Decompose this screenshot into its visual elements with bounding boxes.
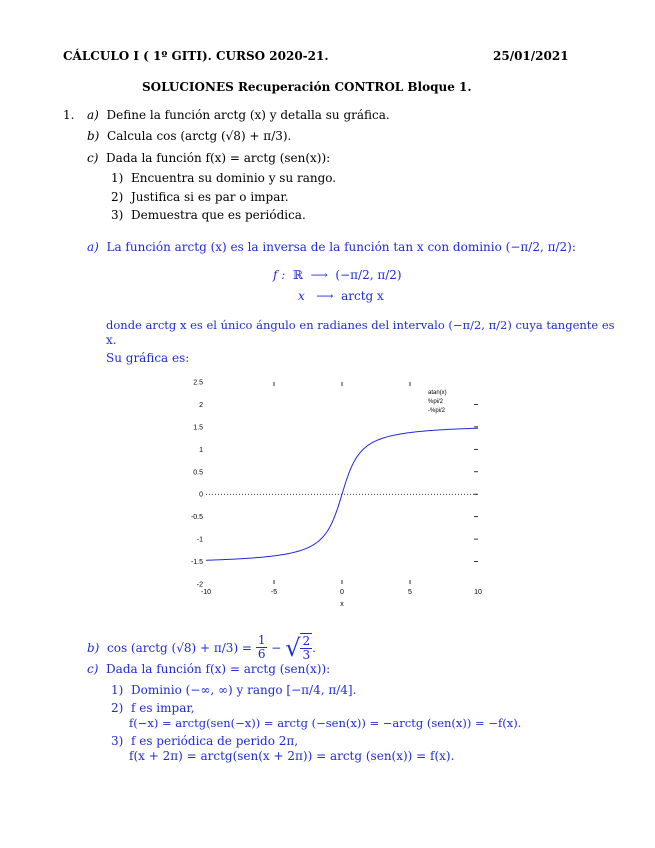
- y-tick-label: 1.5: [193, 424, 203, 432]
- solution-c1: 1) Dominio (−∞, ∞) y rango [−π/4, π/4].: [111, 683, 357, 697]
- problem-number: 1.: [63, 108, 75, 122]
- solution-a-intro: a) La función arctg (x) es la inversa de la función tan x con dominio (−π/2, π/2):: [87, 240, 576, 254]
- y-tick-label: 2: [199, 401, 203, 409]
- solution-a-description: donde arctg x es el único ángulo en radianes del intervalo (−π/2, π/2) cuya tangente es: [106, 318, 615, 332]
- y-tick-label: 0: [199, 491, 203, 499]
- legend-entry: -%pi/2: [428, 408, 446, 414]
- fraction-one-sixth: $\frac{1}{6}$: [257, 633, 266, 661]
- solution-c3-proof: f(x + 2π) = arctg(sen(x + 2π)) = arctg (sen(x)) = f(x).: [129, 749, 455, 763]
- part-label: c): [87, 151, 99, 165]
- statement-c2: 2) Justifica si es par o impar.: [111, 190, 289, 204]
- y-tick-label: -1: [196, 536, 203, 544]
- statement-c1: 1) Encuentra su dominio y su rango.: [111, 171, 337, 185]
- solution-b: b) cos (arctg (√8) + π/3) = $\frac{1}{6}$ − √ 2 3 .: [87, 633, 316, 662]
- y-tick-label: -2: [196, 581, 203, 589]
- y-tick-label: 1: [199, 446, 203, 454]
- y-tick-label: -0.5: [190, 514, 203, 522]
- y-tick-label: 0.5: [193, 469, 203, 477]
- arctan-chart: [170, 374, 500, 614]
- x-tick-label: 10: [474, 589, 482, 596]
- statement-b: b) Calcula cos (arctg (√8) + π/3).: [87, 129, 292, 143]
- x-tick-label: 0: [340, 589, 344, 596]
- statement-c3: 3) Demuestra que es periódica.: [111, 208, 306, 222]
- x-tick-label: -10: [200, 589, 212, 596]
- sqrt-two-thirds: √ 2 3: [285, 633, 311, 662]
- part-label: a): [87, 108, 99, 122]
- graph-label: Su gráfica es:: [106, 351, 190, 365]
- map-row-2: x ⟶ arctg x: [298, 289, 384, 303]
- y-tick-label: 2.5: [193, 379, 203, 387]
- statement-c: c) Dada la función f(x) = arctg (sen(x)):: [87, 151, 331, 165]
- statement-a: a) Define la función arctg (x) y detalla su gráfica.: [87, 108, 390, 122]
- y-tick-label: -1.5: [190, 559, 203, 567]
- solution-c3: 3) f es periódica de perido 2π,: [111, 734, 299, 748]
- map-row-1: f : ℝ ⟶ (−π/2, π/2): [273, 268, 402, 282]
- page-title: SOLUCIONES Recuperación CONTROL Bloque 1.: [142, 80, 472, 94]
- solution-c2: 2) f es impar,: [111, 701, 195, 715]
- x-axis-label: x: [340, 601, 344, 608]
- solution-c-intro: c) Dada la función f(x) = arctg (sen(x)):: [87, 662, 331, 676]
- legend-entry: %pi/2: [428, 399, 444, 405]
- solution-c2-proof: f(−x) = arctg(sen(−x)) = arctg (−sen(x)) = −arctg (sen(x)) = −f(x).: [129, 716, 522, 730]
- part-label: b): [87, 129, 100, 143]
- course-header: CÁLCULO I ( 1º GITI). CURSO 2020-21.: [63, 49, 329, 63]
- exam-date: 25/01/2021: [493, 49, 569, 63]
- legend-entry: atan(x): [428, 390, 447, 396]
- x-tick-label: -5: [270, 589, 278, 596]
- x-tick-label: 5: [408, 589, 412, 596]
- solution-a-description-end: x.: [106, 333, 117, 347]
